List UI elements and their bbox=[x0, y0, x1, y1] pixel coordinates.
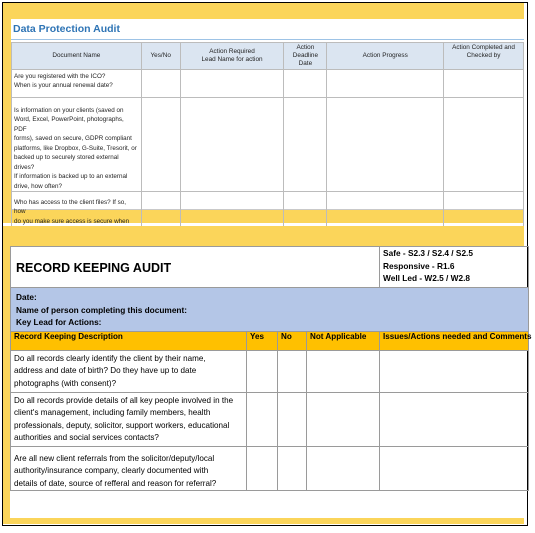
title-underline bbox=[11, 39, 524, 40]
data-protection-table bbox=[11, 42, 524, 237]
column-header-action-deadline: Action Deadline Date bbox=[284, 43, 327, 70]
yes-cell[interactable] bbox=[247, 351, 278, 393]
table-row bbox=[11, 393, 529, 447]
table-row bbox=[12, 70, 524, 98]
column-header-yes-no: Yes/No bbox=[141, 43, 180, 70]
question-cell: Do all records clearly identify the client by their name, address and date of birth? Do they have up to date photographs (with consent)? bbox=[11, 351, 247, 393]
header-row bbox=[12, 43, 524, 70]
issues-cell[interactable] bbox=[380, 351, 529, 393]
column-header-issues-actions: Issues/Actions needed and Comments bbox=[380, 332, 529, 351]
column-header-action-progress: Action Progress bbox=[327, 43, 444, 70]
question-cell: Do all records provide details of all key people involved in the client's management, including family members, health professionals, deputy, solicitor, support workers, educational authorities and social services contacts? bbox=[11, 393, 247, 447]
record-keeping-table bbox=[10, 246, 532, 491]
column-header-document-name: Document Name bbox=[12, 43, 142, 70]
column-header-action-completed: Action Completed and Checked by bbox=[444, 43, 524, 70]
data-protection-title: Data Protection Audit bbox=[13, 23, 120, 35]
not-applicable-cell[interactable] bbox=[307, 447, 380, 491]
data-protection-sheet bbox=[11, 19, 524, 225]
not-applicable-cell[interactable] bbox=[307, 393, 380, 447]
action-required-cell[interactable] bbox=[180, 70, 284, 98]
column-header-no: No bbox=[278, 332, 307, 351]
question-cell: Are all new client referrals from the solicitor/deputy/local authority/insurance company, clearly documented with details of date, source of refferal and reason for referral? bbox=[11, 447, 247, 491]
deadline-cell[interactable] bbox=[284, 70, 327, 98]
record-keeping-panel bbox=[3, 226, 532, 524]
column-header-description: Record Keeping Description bbox=[11, 332, 247, 351]
completed-cell[interactable] bbox=[444, 98, 524, 192]
document-name-cell: Is information on your clients (saved on Word, Excel, PowerPoint, photographs, PDF forms), saved on secure, GDPR compliant platforms, like Dropbox, G-Suite, Tresorit, or backed up to securely stored external drives? If information is backed up to an external drive, how often? bbox=[12, 98, 142, 192]
not-applicable-cell[interactable] bbox=[307, 351, 380, 393]
column-header-row bbox=[11, 332, 529, 351]
table-row bbox=[11, 351, 529, 393]
deadline-cell[interactable] bbox=[284, 98, 327, 192]
document-details bbox=[11, 288, 529, 332]
no-cell[interactable] bbox=[278, 393, 307, 447]
issues-cell[interactable] bbox=[380, 393, 529, 447]
title-row bbox=[11, 247, 529, 288]
progress-cell[interactable] bbox=[327, 98, 444, 192]
document-name-cell: Who has access to the client files? If so, how do you make sure access is secure when bbox=[12, 191, 142, 236]
table-row bbox=[12, 98, 524, 192]
record-keeping-sheet bbox=[10, 246, 532, 518]
yes-cell[interactable] bbox=[247, 447, 278, 491]
yes-no-cell[interactable] bbox=[141, 98, 180, 192]
column-header-action-required: Action Required Lead Name for action bbox=[180, 43, 284, 70]
issues-cell[interactable] bbox=[380, 447, 529, 491]
details-row bbox=[11, 288, 529, 332]
date-field[interactable]: Date: bbox=[16, 292, 37, 302]
yes-no-cell[interactable] bbox=[141, 70, 180, 98]
document-name-cell: Are you registered with the ICO? When is your annual renewal date? bbox=[12, 70, 142, 98]
data-protection-panel bbox=[3, 3, 524, 223]
yes-cell[interactable] bbox=[247, 393, 278, 447]
completed-cell[interactable] bbox=[444, 70, 524, 98]
regulation-references: Safe - S2.3 / S2.4 / S2.5 Responsive - R1.6 Well Led - W2.5 / W2.8 bbox=[380, 247, 529, 288]
column-header-not-applicable: Not Applicable bbox=[307, 332, 380, 351]
completed-by-field[interactable]: Name of person completing this document: bbox=[16, 304, 188, 315]
record-keeping-title: RECORD KEEPING AUDIT bbox=[11, 247, 380, 288]
column-header-yes: Yes bbox=[247, 332, 278, 351]
progress-cell[interactable] bbox=[327, 70, 444, 98]
no-cell[interactable] bbox=[278, 351, 307, 393]
key-lead-field[interactable]: Key Lead for Actions: bbox=[16, 317, 102, 327]
action-required-cell[interactable] bbox=[180, 98, 284, 192]
table-row bbox=[11, 447, 529, 491]
no-cell[interactable] bbox=[278, 447, 307, 491]
